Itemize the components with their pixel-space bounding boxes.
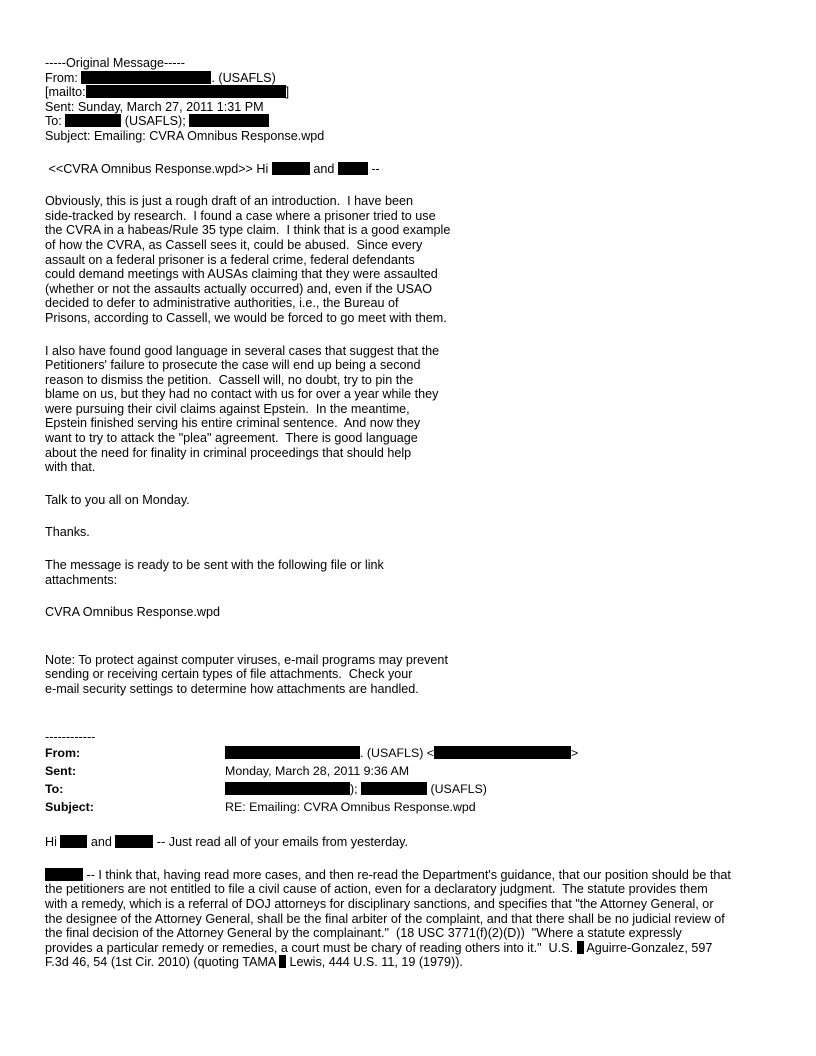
- text-line: Prisons, according to Cassell, we would be forced to go meet with them.: [45, 310, 447, 325]
- mailto-line: [mailto: ]: [45, 85, 290, 100]
- text-line: -- I think that, having read more cases, and then re-read the Department's guidance, that our position should be that: [45, 868, 785, 883]
- sent-label: Sent:: [45, 763, 76, 778]
- text-line: want to try to attack the "plea" agreement. There is good language: [45, 431, 418, 446]
- redaction-block: [272, 162, 310, 175]
- text-line: with a remedy, which is a referral of DOJ attorneys for disciplinary sanctions, and specifies that "the Attorney General, or: [45, 896, 714, 911]
- text-line: the CVRA in a habeas/Rule 35 type claim. I think that is a good example: [45, 223, 451, 238]
- header-row-subject: [45, 798, 578, 816]
- text-line: decided to defer to administrative authorities, i.e., the Bureau of: [45, 296, 399, 311]
- subject-value: RE: Emailing: CVRA Omnibus Response.wpd: [225, 799, 476, 814]
- text-line: reason to dismiss the petition. Cassell will, no doubt, try to pin the: [45, 372, 414, 387]
- redaction-block: [225, 746, 360, 759]
- ready-line: attachments:: [45, 572, 118, 587]
- redaction-block: [434, 746, 571, 759]
- ready-line: The message is ready to be sent with the following file or link: [45, 558, 384, 573]
- virus-note: [45, 653, 785, 697]
- attachment-name: CVRA Omnibus Response.wpd: [45, 605, 220, 620]
- redaction-block: [60, 835, 87, 848]
- text-line: I also have found good language in several cases that suggest that the: [45, 343, 440, 358]
- from-label: From:: [45, 745, 81, 760]
- text-line: blame on us, but they had no contact with us for over a year while they: [45, 387, 439, 402]
- text-line: side-tracked by research. I found a case where a prisoner tried to use: [45, 208, 436, 223]
- text-line: F.3d 46, 54 (1st Cir. 2010) (quoting TAMA Lewis, 444 U.S. 11, 19 (1979)).: [45, 955, 463, 970]
- to-label: To:: [45, 781, 64, 796]
- text-line: with that.: [45, 460, 96, 475]
- redaction-block: [225, 782, 350, 795]
- from-value: . (USAFLS) < >: [225, 744, 578, 762]
- second-greeting-line: Hi and -- Just read all of your emails from yesterday.: [45, 835, 408, 850]
- redaction-block: [115, 835, 153, 848]
- subject-label: Subject:: [45, 799, 94, 814]
- header-row-sent: [45, 762, 578, 780]
- redaction-block: [81, 71, 211, 84]
- text-line: were pursuing their civil claims against Epstein. In the meantime,: [45, 401, 410, 416]
- redaction-block: [338, 162, 368, 175]
- redaction-block: [361, 782, 427, 795]
- text-line: the designee of the Attorney General, shall be the final arbiter of the complaint, and that there shall be no judicial review of: [45, 911, 725, 926]
- text-line: the petitioners are not entitled to file a civil cause of action, even for a declaratory judgment. The statute provides them: [45, 882, 708, 897]
- text-line: could demand meetings with AUSAs claiming that they were assaulted: [45, 267, 438, 282]
- redaction-block: [65, 114, 121, 127]
- paragraph-civil-cause: [45, 868, 785, 970]
- text-line: Petitioners' failure to prosecute the case will end up being a second: [45, 358, 421, 373]
- text-line: (whether or not the assaults actually occurred) and, even if the USAO: [45, 281, 433, 296]
- sent-value: Monday, March 28, 2011 9:36 AM: [225, 763, 410, 778]
- text-line: assault on a federal prisoner is a federal crime, federal defendants: [45, 252, 415, 267]
- second-message-header: [45, 744, 578, 816]
- paragraph-rough-draft: [45, 194, 785, 325]
- redaction-block: [577, 941, 584, 954]
- redaction-block: [86, 85, 286, 98]
- subject-line: Subject: Emailing: CVRA Omnibus Response.wpd: [45, 128, 325, 143]
- header-row-to: [45, 780, 578, 798]
- thanks-line: Thanks.: [45, 525, 90, 540]
- redaction-block: [45, 868, 83, 881]
- redaction-block: [189, 114, 269, 127]
- text-line: Epstein finished serving his entire criminal sentence. And now they: [45, 416, 421, 431]
- header-row-from: [45, 744, 578, 762]
- text-line: the final decision of the Attorney General by the complainant." (18 USC 3771(f)(2)(D)) "Where a statute expressly: [45, 926, 682, 941]
- to-line: To: (USAFLS);: [45, 114, 785, 129]
- text-line: Note: To protect against computer viruses, e-mail programs may prevent: [45, 652, 448, 667]
- text-line: about the need for finality in criminal proceedings that should help: [45, 445, 412, 460]
- text-line: Obviously, this is just a rough draft of an introduction. I have been: [45, 194, 413, 209]
- text-line: sending or receiving certain types of file attachments. Check your: [45, 667, 413, 682]
- greeting-line: <<CVRA Omnibus Response.wpd>> Hi and --: [45, 161, 380, 176]
- text-line: of how the CVRA, as Cassell sees it, could be abused. Since every: [45, 237, 423, 252]
- to-value: ); (USAFLS): [225, 780, 578, 798]
- text-line: provides a particular remedy or remedies, a court must be chary of reading others into it." U.S. Aguirre-Gonzalez, 597: [45, 940, 713, 955]
- sent-line: Sent: Sunday, March 27, 2011 1:31 PM: [45, 99, 264, 114]
- original-message-separator: -----Original Message-----: [45, 56, 185, 70]
- redaction-block: [279, 955, 286, 968]
- talk-line: Talk to you all on Monday.: [45, 492, 190, 507]
- text-line: e-mail security settings to determine how attachments are handled.: [45, 682, 419, 696]
- paragraph-good-language: [45, 344, 785, 475]
- second-message-separator: ------------: [45, 729, 96, 744]
- from-line: From: . (USAFLS): [45, 70, 276, 85]
- email-document: [45, 56, 785, 970]
